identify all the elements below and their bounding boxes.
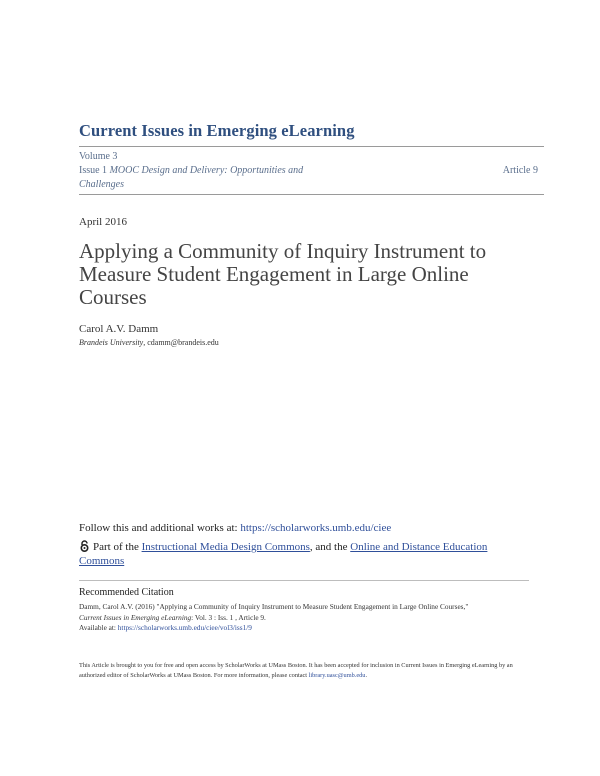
contact-email-link[interactable]: library.uasc@umb.edu <box>308 672 366 679</box>
affiliation-institution: Brandeis University <box>79 338 144 347</box>
citation-volume: : Vol. 3 : Iss. 1 , Article 9. <box>191 612 266 622</box>
issue-prefix: Issue 1 <box>79 165 110 176</box>
citation-journal: Current Issues in Emerging eLearning <box>79 612 192 622</box>
issue-link[interactable] <box>79 164 319 192</box>
affiliation-email: , cdamm@brandeis.edu <box>143 338 219 347</box>
issue-title: MOOC Design and Delivery: Opportunities and Challenges <box>79 165 304 190</box>
author-name: Carol A.V. Damm <box>79 323 159 335</box>
and-text: , and the <box>309 541 351 553</box>
citation-url-link[interactable]: https://scholarworks.umb.edu/ciee/vol3/iss1/9 <box>117 623 252 632</box>
access-footer <box>79 661 539 681</box>
footer-text: This Article is brought to you for free and open access by ScholarWorks at UMass Boston. It has been accepted for inclusion in Current Issues in Emerging eLearning by an authorized editor of ScholarWorks at UMass Boston. For more information, please contact <box>79 662 513 679</box>
follow-line <box>79 522 391 534</box>
citation-available-label: Available at: <box>79 623 118 632</box>
paper-title: Applying a Community of Inquiry Instrument to Measure Student Engagement in Large Online Courses <box>79 239 487 309</box>
header-divider-top <box>79 146 544 147</box>
citation-divider <box>79 580 529 581</box>
part-of-line <box>79 540 519 568</box>
author-affiliation <box>79 338 219 347</box>
publication-date: April 2016 <box>79 216 127 228</box>
follow-text: Follow this and additional works at: <box>79 522 241 534</box>
footer-end: . <box>365 672 368 679</box>
part-of-text: Part of the <box>93 541 142 553</box>
article-number[interactable]: Article 9 <box>502 165 538 176</box>
header-divider-bottom <box>79 194 544 195</box>
citation-heading: Recommended Citation <box>79 587 174 598</box>
journal-title[interactable]: Current Issues in Emerging eLearning <box>79 121 355 140</box>
commons-link-instructional-media[interactable]: Instructional Media Design Commons <box>141 541 310 553</box>
volume-link[interactable]: Volume 3 <box>79 151 118 162</box>
citation-body <box>79 602 539 634</box>
citation-line: Damm, Carol A.V. (2016) "Applying a Community of Inquiry Instrument to Measure Student Engagement in Large Online Courses," <box>79 602 469 611</box>
collection-link[interactable]: https://scholarworks.umb.edu/ciee <box>240 522 392 534</box>
commons-link-online-distance-education[interactable]: Online and Distance Education Commons <box>79 541 488 567</box>
open-access-icon <box>79 540 90 552</box>
